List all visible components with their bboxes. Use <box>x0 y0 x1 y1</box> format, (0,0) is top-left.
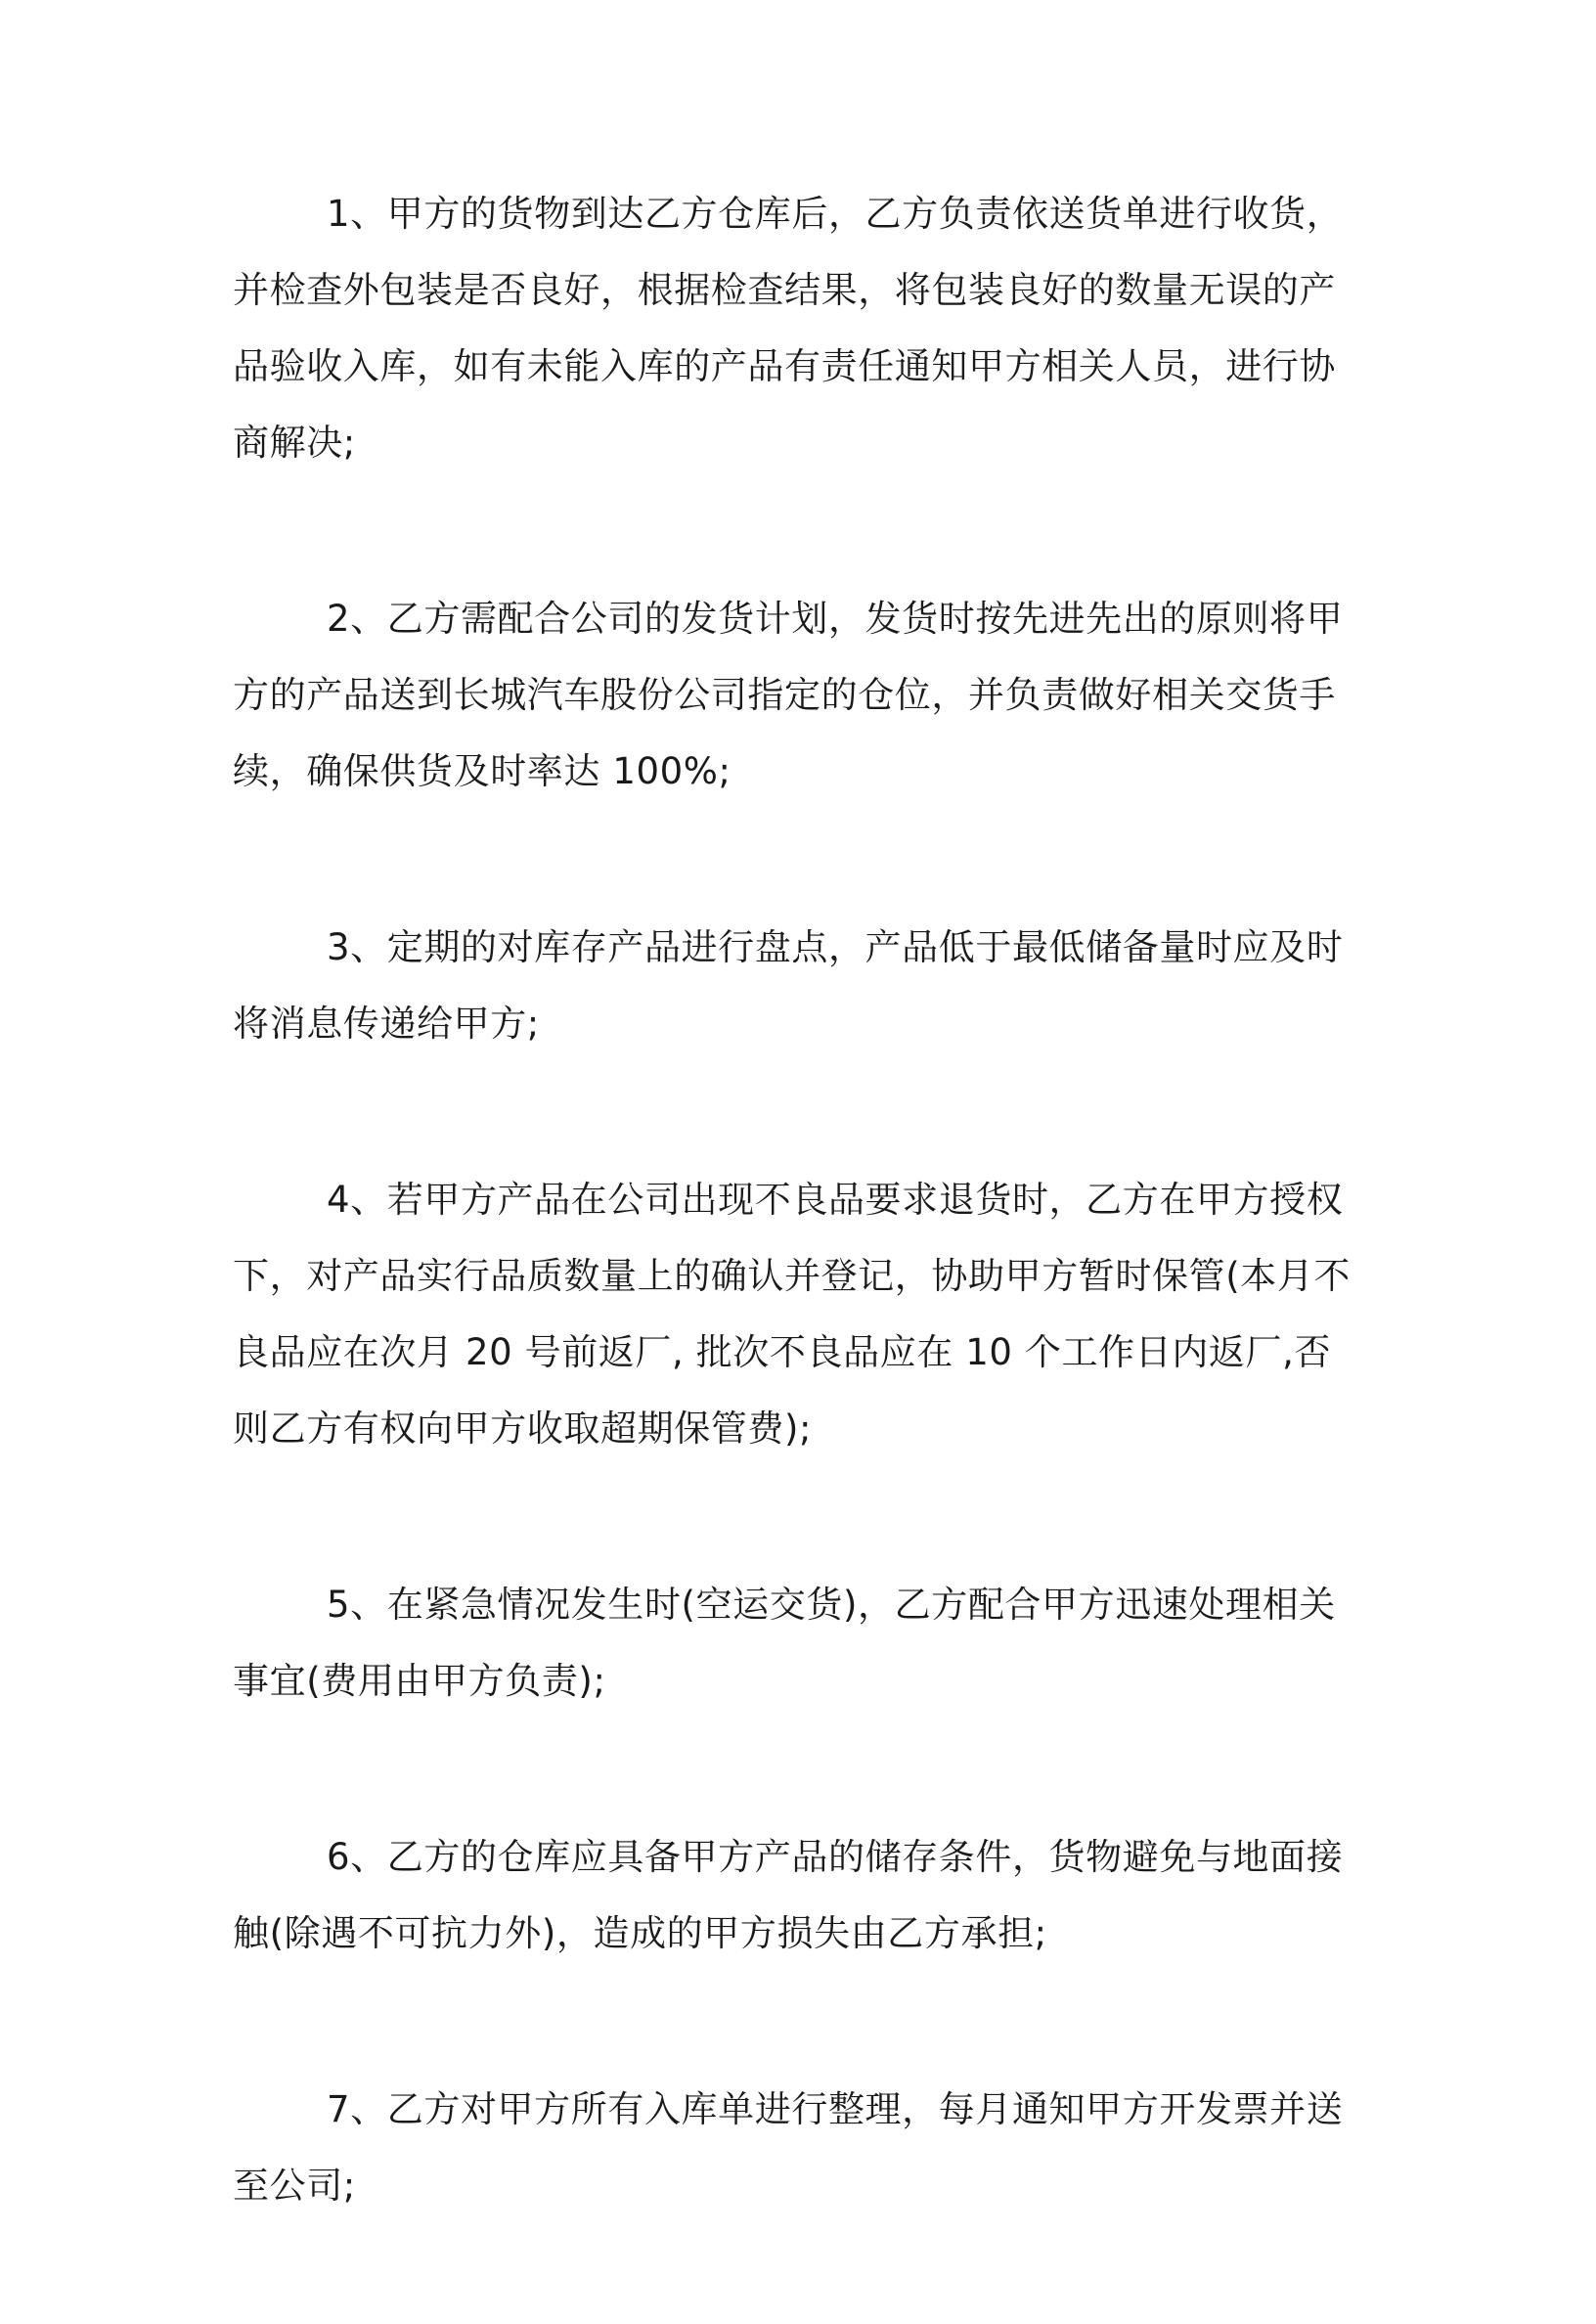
clause-1-text: 甲方的货物到达乙方仓库后，乙方负责依送货单进行收货，并检查外包装是否良好，根据检查结果，将包装良好的数量无误的产品验收入库，如有未能入库的产品有责任通知甲方相关人员，进行协商解决; <box>233 193 1344 464</box>
clause-3 <box>233 910 1367 1062</box>
clause-4 <box>233 1162 1367 1467</box>
clause-2-text: 乙方需配合公司的发货计划，发货时按先进先出的原则将甲方的产品送到长城汽车股份公司指定的仓位，并负责做好相关交货手续，确保供货及时率达 100%; <box>233 598 1344 792</box>
clause-6-text: 乙方的仓库应具备甲方产品的储存条件，货物避免与地面接触(除遇不可抗力外)，造成的甲方损失由乙方承担; <box>233 1836 1344 1954</box>
clause-6-number: 6、 <box>327 1836 387 1878</box>
clause-7-text: 乙方对甲方所有入库单进行整理，每月通知甲方开发票并送至公司; <box>233 2088 1344 2207</box>
clause-2 <box>233 581 1367 810</box>
clause-list <box>233 176 1367 2324</box>
clause-5-number: 5、 <box>327 1584 387 1626</box>
clause-1 <box>233 176 1367 481</box>
clause-6 <box>233 1819 1367 1972</box>
clause-4-number: 4、 <box>327 1179 387 1221</box>
clause-5-text: 在紧急情况发生时(空运交货)，乙方配合甲方迅速处理相关事宜(费用由甲方负责); <box>233 1584 1336 1702</box>
clause-4-text: 若甲方产品在公司出现不良品要求退货时，乙方在甲方授权下，对产品实行品质数量上的确认并登记，协助甲方暂时保管(本月不良品应在次月 20 号前返厂, 批次不良品应在 10 个工作日内返厂,否则乙方有权向甲方收取超期保管费); <box>233 1179 1352 1450</box>
clause-7-number: 7、 <box>327 2088 387 2130</box>
clause-5 <box>233 1567 1367 1720</box>
clause-1-number: 1、 <box>327 193 387 235</box>
clause-3-text: 定期的对库存产品进行盘点，产品低于最低储备量时应及时将消息传递给甲方; <box>233 926 1344 1045</box>
clause-2-number: 2、 <box>327 598 387 640</box>
clause-3-number: 3、 <box>327 926 387 968</box>
clause-7 <box>233 2072 1367 2224</box>
